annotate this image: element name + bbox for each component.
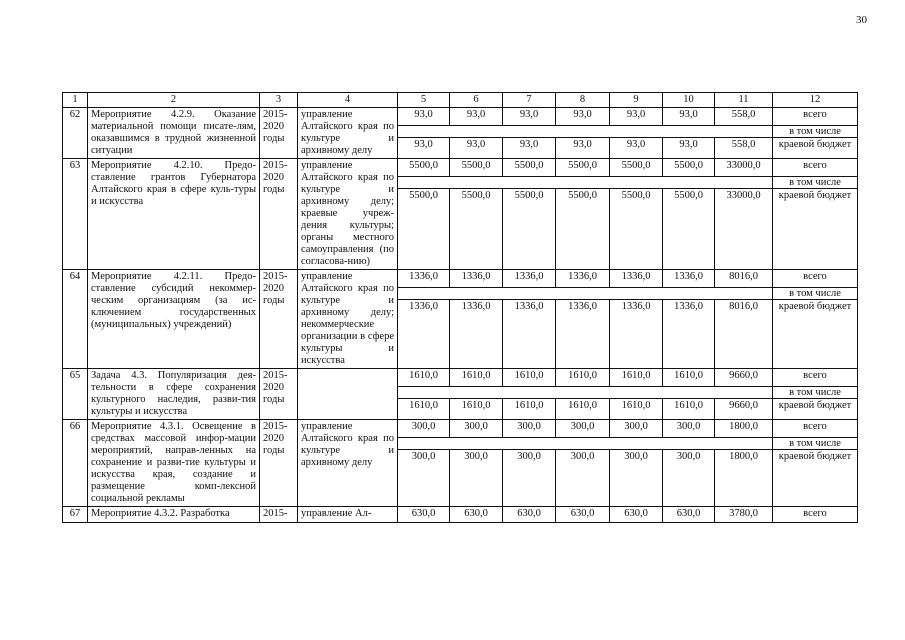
total-value: 93,0 (398, 108, 450, 126)
table-row (63, 108, 858, 126)
blank-cell (398, 438, 773, 450)
label-including: в том числе (773, 288, 858, 300)
label-regional-budget: краевой бюджет (773, 450, 858, 507)
total-value: 1336,0 (398, 270, 450, 288)
total-value: 1610,0 (398, 369, 450, 387)
executor: управление Ал- (298, 507, 398, 523)
total-value: 1610,0 (610, 369, 663, 387)
total-value: 630,0 (503, 507, 556, 523)
executor: управление Алтайского края по культуре и архивному делу (298, 108, 398, 159)
label-total: всего (773, 420, 858, 438)
header-cell: 5 (398, 93, 450, 108)
total-value: 300,0 (503, 420, 556, 438)
period: 2015-2020 годы (260, 420, 298, 507)
regional-value: 1336,0 (610, 300, 663, 369)
total-value: 1336,0 (556, 270, 610, 288)
label-total: всего (773, 507, 858, 523)
total-value: 300,0 (663, 420, 715, 438)
regional-value: 5500,0 (610, 189, 663, 270)
regional-value: 300,0 (610, 450, 663, 507)
blank-cell (398, 288, 773, 300)
total-value: 1610,0 (663, 369, 715, 387)
header-cell: 7 (503, 93, 556, 108)
total-value: 93,0 (663, 108, 715, 126)
executor (298, 369, 398, 420)
header-cell: 6 (450, 93, 503, 108)
budget-table (62, 92, 858, 523)
regional-value: 33000,0 (715, 189, 773, 270)
total-value: 5500,0 (556, 159, 610, 177)
label-total: всего (773, 159, 858, 177)
regional-value: 300,0 (398, 450, 450, 507)
total-value: 1336,0 (610, 270, 663, 288)
label-regional-budget: краевой бюджет (773, 189, 858, 270)
total-value: 1336,0 (503, 270, 556, 288)
period: 2015- (260, 507, 298, 523)
regional-value: 93,0 (610, 138, 663, 159)
total-value: 630,0 (663, 507, 715, 523)
measure-name: Мероприятие 4.2.9. Оказание материальной помощи писате-лям, оказавшимся в трудной жизненной ситуации (88, 108, 260, 159)
total-value: 5500,0 (610, 159, 663, 177)
table-row (63, 369, 858, 387)
total-value: 630,0 (398, 507, 450, 523)
header-cell: 9 (610, 93, 663, 108)
blank-cell (398, 387, 773, 399)
regional-value: 300,0 (503, 450, 556, 507)
regional-value: 9660,0 (715, 399, 773, 420)
total-value: 1336,0 (450, 270, 503, 288)
total-value: 5500,0 (398, 159, 450, 177)
total-value: 93,0 (450, 108, 503, 126)
regional-value: 5500,0 (450, 189, 503, 270)
header-cell: 1 (63, 93, 88, 108)
total-value: 300,0 (556, 420, 610, 438)
regional-value: 5500,0 (663, 189, 715, 270)
total-value: 1610,0 (556, 369, 610, 387)
regional-value: 1800,0 (715, 450, 773, 507)
table-row (63, 159, 858, 177)
regional-value: 1336,0 (503, 300, 556, 369)
label-total: всего (773, 270, 858, 288)
period: 2015-2020 годы (260, 369, 298, 420)
regional-value: 5500,0 (398, 189, 450, 270)
measure-name: Задача 4.3. Популяризация дея-тельности в сфере сохранения культурного наследия, разви-тия культуры и искусства (88, 369, 260, 420)
regional-value: 93,0 (556, 138, 610, 159)
total-value: 93,0 (610, 108, 663, 126)
regional-value: 1336,0 (663, 300, 715, 369)
header-row (63, 93, 858, 108)
regional-value: 300,0 (450, 450, 503, 507)
regional-value: 1336,0 (450, 300, 503, 369)
row-number: 64 (63, 270, 88, 369)
header-cell: 3 (260, 93, 298, 108)
total-value: 300,0 (610, 420, 663, 438)
total-value: 93,0 (556, 108, 610, 126)
regional-value: 1610,0 (398, 399, 450, 420)
measure-name: Мероприятие 4.3.2. Разработка (88, 507, 260, 523)
regional-value: 558,0 (715, 138, 773, 159)
period: 2015-2020 годы (260, 159, 298, 270)
measure-name: Мероприятие 4.2.10. Предо-ставление грантов Губернатора Алтайского края в сфере куль-туры и искусства (88, 159, 260, 270)
regional-value: 5500,0 (556, 189, 610, 270)
executor: управление Алтайского края по культуре и архивному делу; краевые учреж-дения культуры; органы местного самоуправления (по согласова-нию) (298, 159, 398, 270)
total-value: 93,0 (503, 108, 556, 126)
total-value: 1610,0 (503, 369, 556, 387)
total-value: 3780,0 (715, 507, 773, 523)
table-row (63, 507, 858, 523)
table-row (63, 270, 858, 288)
regional-value: 300,0 (663, 450, 715, 507)
regional-value: 93,0 (663, 138, 715, 159)
label-regional-budget: краевой бюджет (773, 300, 858, 369)
label-total: всего (773, 108, 858, 126)
table-row (63, 420, 858, 438)
regional-value: 1336,0 (398, 300, 450, 369)
label-regional-budget: краевой бюджет (773, 399, 858, 420)
regional-value: 1336,0 (556, 300, 610, 369)
measure-name: Мероприятие 4.2.11. Предо-ставление субсидий некоммер-ческим организациям (за ис-ключением государственных (муниципальных) учреждений) (88, 270, 260, 369)
header-cell: 4 (298, 93, 398, 108)
total-value: 9660,0 (715, 369, 773, 387)
executor: управление Алтайского края по культуре и архивному делу; некоммерческие организации в сфере культуры и искусства (298, 270, 398, 369)
label-total: всего (773, 369, 858, 387)
blank-cell (398, 126, 773, 138)
header-cell: 12 (773, 93, 858, 108)
header-cell: 10 (663, 93, 715, 108)
blank-cell (398, 177, 773, 189)
label-including: в том числе (773, 438, 858, 450)
regional-value: 1610,0 (610, 399, 663, 420)
total-value: 300,0 (398, 420, 450, 438)
total-value: 558,0 (715, 108, 773, 126)
label-including: в том числе (773, 387, 858, 399)
total-value: 5500,0 (503, 159, 556, 177)
period: 2015-2020 годы (260, 108, 298, 159)
executor: управление Алтайского края по культуре и архивному делу (298, 420, 398, 507)
header-cell: 2 (88, 93, 260, 108)
header-cell: 11 (715, 93, 773, 108)
row-number: 67 (63, 507, 88, 523)
total-value: 300,0 (450, 420, 503, 438)
total-value: 630,0 (450, 507, 503, 523)
regional-value: 8016,0 (715, 300, 773, 369)
total-value: 1610,0 (450, 369, 503, 387)
regional-value: 300,0 (556, 450, 610, 507)
regional-value: 93,0 (450, 138, 503, 159)
measure-name: Мероприятие 4.3.1. Освещение в средствах массовой инфор-мации мероприятий, направ-ленных на сохранение и разви-тие культуры и искусства края, создание и размещение комп-лексной социальной рекламы (88, 420, 260, 507)
regional-value: 1610,0 (503, 399, 556, 420)
total-value: 630,0 (610, 507, 663, 523)
regional-value: 93,0 (398, 138, 450, 159)
total-value: 8016,0 (715, 270, 773, 288)
row-number: 65 (63, 369, 88, 420)
label-including: в том числе (773, 126, 858, 138)
row-number: 63 (63, 159, 88, 270)
period: 2015-2020 годы (260, 270, 298, 369)
regional-value: 1610,0 (556, 399, 610, 420)
total-value: 5500,0 (663, 159, 715, 177)
total-value: 5500,0 (450, 159, 503, 177)
regional-value: 93,0 (503, 138, 556, 159)
header-cell: 8 (556, 93, 610, 108)
row-number: 66 (63, 420, 88, 507)
row-number: 62 (63, 108, 88, 159)
regional-value: 5500,0 (503, 189, 556, 270)
page-number: 30 (856, 14, 867, 26)
total-value: 1336,0 (663, 270, 715, 288)
label-including: в том числе (773, 177, 858, 189)
regional-value: 1610,0 (663, 399, 715, 420)
total-value: 1800,0 (715, 420, 773, 438)
regional-value: 1610,0 (450, 399, 503, 420)
label-regional-budget: краевой бюджет (773, 138, 858, 159)
total-value: 33000,0 (715, 159, 773, 177)
total-value: 630,0 (556, 507, 610, 523)
